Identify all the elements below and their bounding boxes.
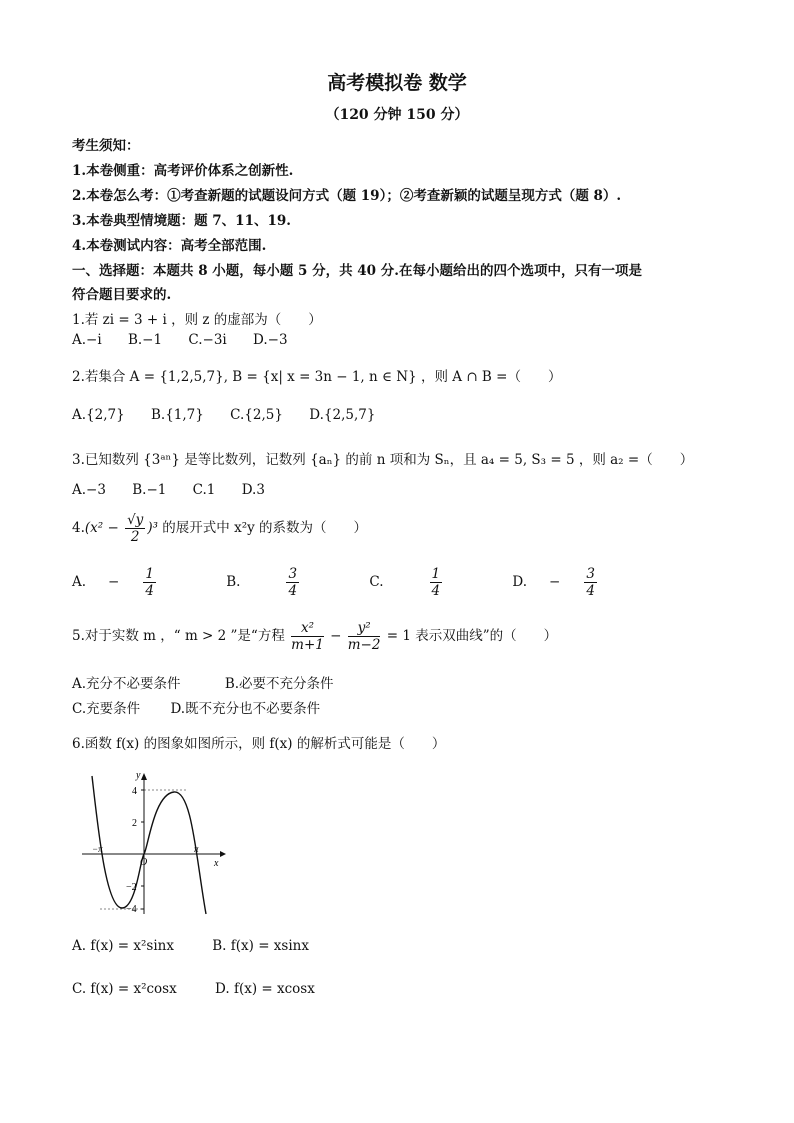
question-text: 的展开式中 x²y 的系数为（ ）: [158, 520, 368, 536]
question-3-options: [72, 482, 287, 498]
question-5-stem: [72, 620, 557, 653]
fraction: [125, 512, 145, 545]
y-tick-label: −2: [126, 882, 137, 893]
question-1-stem: 1.若 zi = 3 + i ，则 z 的虚部为（ ）: [72, 312, 322, 328]
option-c: [369, 566, 486, 599]
fraction-numerator: 1: [431, 566, 441, 582]
question-number: 4.: [72, 520, 85, 536]
notice-item: 3.本卷典型情境题：题 7、11、19.: [72, 213, 291, 229]
option-label: A.: [72, 574, 87, 590]
fraction-denominator: m+1: [291, 637, 324, 653]
origin-label: O: [140, 857, 148, 868]
option-a: A.充分不必要条件: [72, 676, 181, 692]
minus-sign: −: [325, 628, 346, 644]
fraction: [286, 566, 321, 599]
question-4-options: [72, 566, 663, 599]
fraction: [143, 566, 178, 599]
expression-part: (x² −: [84, 520, 124, 536]
fraction-numerator: 1: [145, 566, 154, 582]
y-tick-label: 4: [132, 786, 137, 797]
fraction-denominator: 4: [288, 583, 298, 599]
notice-item: 4.本卷测试内容：高考全部范围.: [72, 238, 267, 254]
question-6-options-row1: [72, 938, 331, 954]
question-2-options: [72, 407, 397, 423]
fraction-numerator: 3: [288, 566, 298, 582]
y-axis-label: y: [136, 770, 141, 781]
fraction-denominator: 2: [130, 529, 140, 545]
option-d: D. f(x) = xcosx: [215, 981, 315, 997]
function-curve: [92, 776, 206, 914]
option-sign: −: [108, 574, 120, 590]
question-3-stem: 3.已知数列 {3ᵃⁿ} 是等比数列，记数列 {aₙ} 的前 n 项和为 Sₙ，且 a₄ = 5, S₃ = 5 ，则 a₂ =（ ）: [72, 452, 694, 468]
fraction-denominator: m−2: [347, 637, 381, 653]
option-c: C.{2,5}: [230, 407, 283, 423]
option-c: C.充要条件: [72, 701, 141, 717]
page-title: 高考模拟卷 数学: [327, 72, 467, 94]
section-heading-cont: 符合题目要求的.: [72, 287, 172, 303]
y-tick-label: −4: [126, 904, 137, 915]
option-label: C.: [369, 574, 384, 590]
y-axis-arrow: [141, 773, 147, 780]
option-b: [226, 566, 343, 599]
option-b: B. f(x) = xsinx: [212, 938, 309, 954]
fraction-denominator: 4: [586, 583, 595, 599]
x-axis-label: x: [214, 858, 219, 869]
option-label: D.: [512, 574, 528, 590]
option-d: [512, 566, 641, 599]
option-d: D.3: [241, 482, 265, 498]
expression-part: )³: [147, 520, 158, 536]
question-6-stem: 6.函数 f(x) 的图象如图所示，则 f(x) 的解析式可能是（ ）: [72, 736, 446, 752]
notice-heading: 考生须知：: [72, 138, 140, 154]
question-5-options-row1: [72, 672, 356, 692]
function-graph: [78, 768, 228, 918]
option-a: A. f(x) = x²sinx: [72, 938, 174, 954]
page-subtitle: （120 分钟 150 分）: [325, 107, 469, 123]
option-a: [72, 566, 200, 599]
option-sign: −: [549, 574, 561, 590]
fraction-numerator: √y: [127, 512, 144, 528]
option-label: B.: [226, 574, 241, 590]
question-text: = 1 表示双曲线”的（ ）: [382, 628, 558, 644]
option-c: C.−3i: [188, 332, 227, 348]
option-d: D.{2,5,7}: [309, 407, 376, 423]
option-d: D.−3: [253, 332, 288, 348]
y-tick-label: 2: [132, 818, 137, 829]
fraction-denominator: 4: [145, 583, 154, 599]
neg-pi-label: −π: [92, 844, 103, 854]
fraction-numerator: y²: [348, 620, 381, 637]
option-a: A.−3: [72, 482, 106, 498]
x-axis-arrow: [220, 851, 226, 857]
question-4-stem: [72, 512, 367, 545]
option-d: D.既不充分也不必要条件: [170, 701, 321, 717]
fraction: [291, 620, 324, 653]
question-2-stem: 2.若集合 A = {1,2,5,7}, B = {x| x = 3n − 1, n ∈ N} ，则 A ∩ B =（ ）: [72, 369, 562, 385]
option-a: A.−i: [72, 332, 102, 348]
fraction: [584, 566, 619, 599]
fraction-numerator: x²: [291, 620, 324, 637]
option-c: C.1: [192, 482, 216, 498]
section-heading: 一、选择题：本题共 8 小题，每小题 5 分，共 40 分.在每小题给出的四个选项中，只有一项是: [72, 263, 642, 279]
fraction: [348, 620, 381, 653]
pos-pi-label: π: [194, 844, 199, 854]
option-c: C. f(x) = x²cosx: [72, 981, 177, 997]
fraction-denominator: 4: [431, 583, 441, 599]
question-1-options: [72, 332, 310, 348]
option-b: B.−1: [132, 482, 167, 498]
option-b: B.−1: [127, 332, 163, 348]
question-text: 5.对于实数 m ，“ m > 2 ”是“方程: [72, 628, 290, 644]
option-b: B.{1,7}: [151, 407, 204, 423]
option-b: B.必要不充分条件: [224, 676, 334, 692]
question-5-options-row2: [72, 697, 342, 717]
fraction: [430, 566, 465, 599]
option-a: A.{2,7}: [72, 407, 125, 423]
fraction-numerator: 3: [586, 566, 595, 582]
question-6-options-row2: [72, 981, 337, 997]
notice-item: 1.本卷侧重：高考评价体系之创新性.: [72, 163, 294, 179]
notice-item: 2.本卷怎么考：①考查新题的试题设问方式（题 19）；②考查新颖的试题呈现方式（题 8）.: [72, 188, 622, 204]
